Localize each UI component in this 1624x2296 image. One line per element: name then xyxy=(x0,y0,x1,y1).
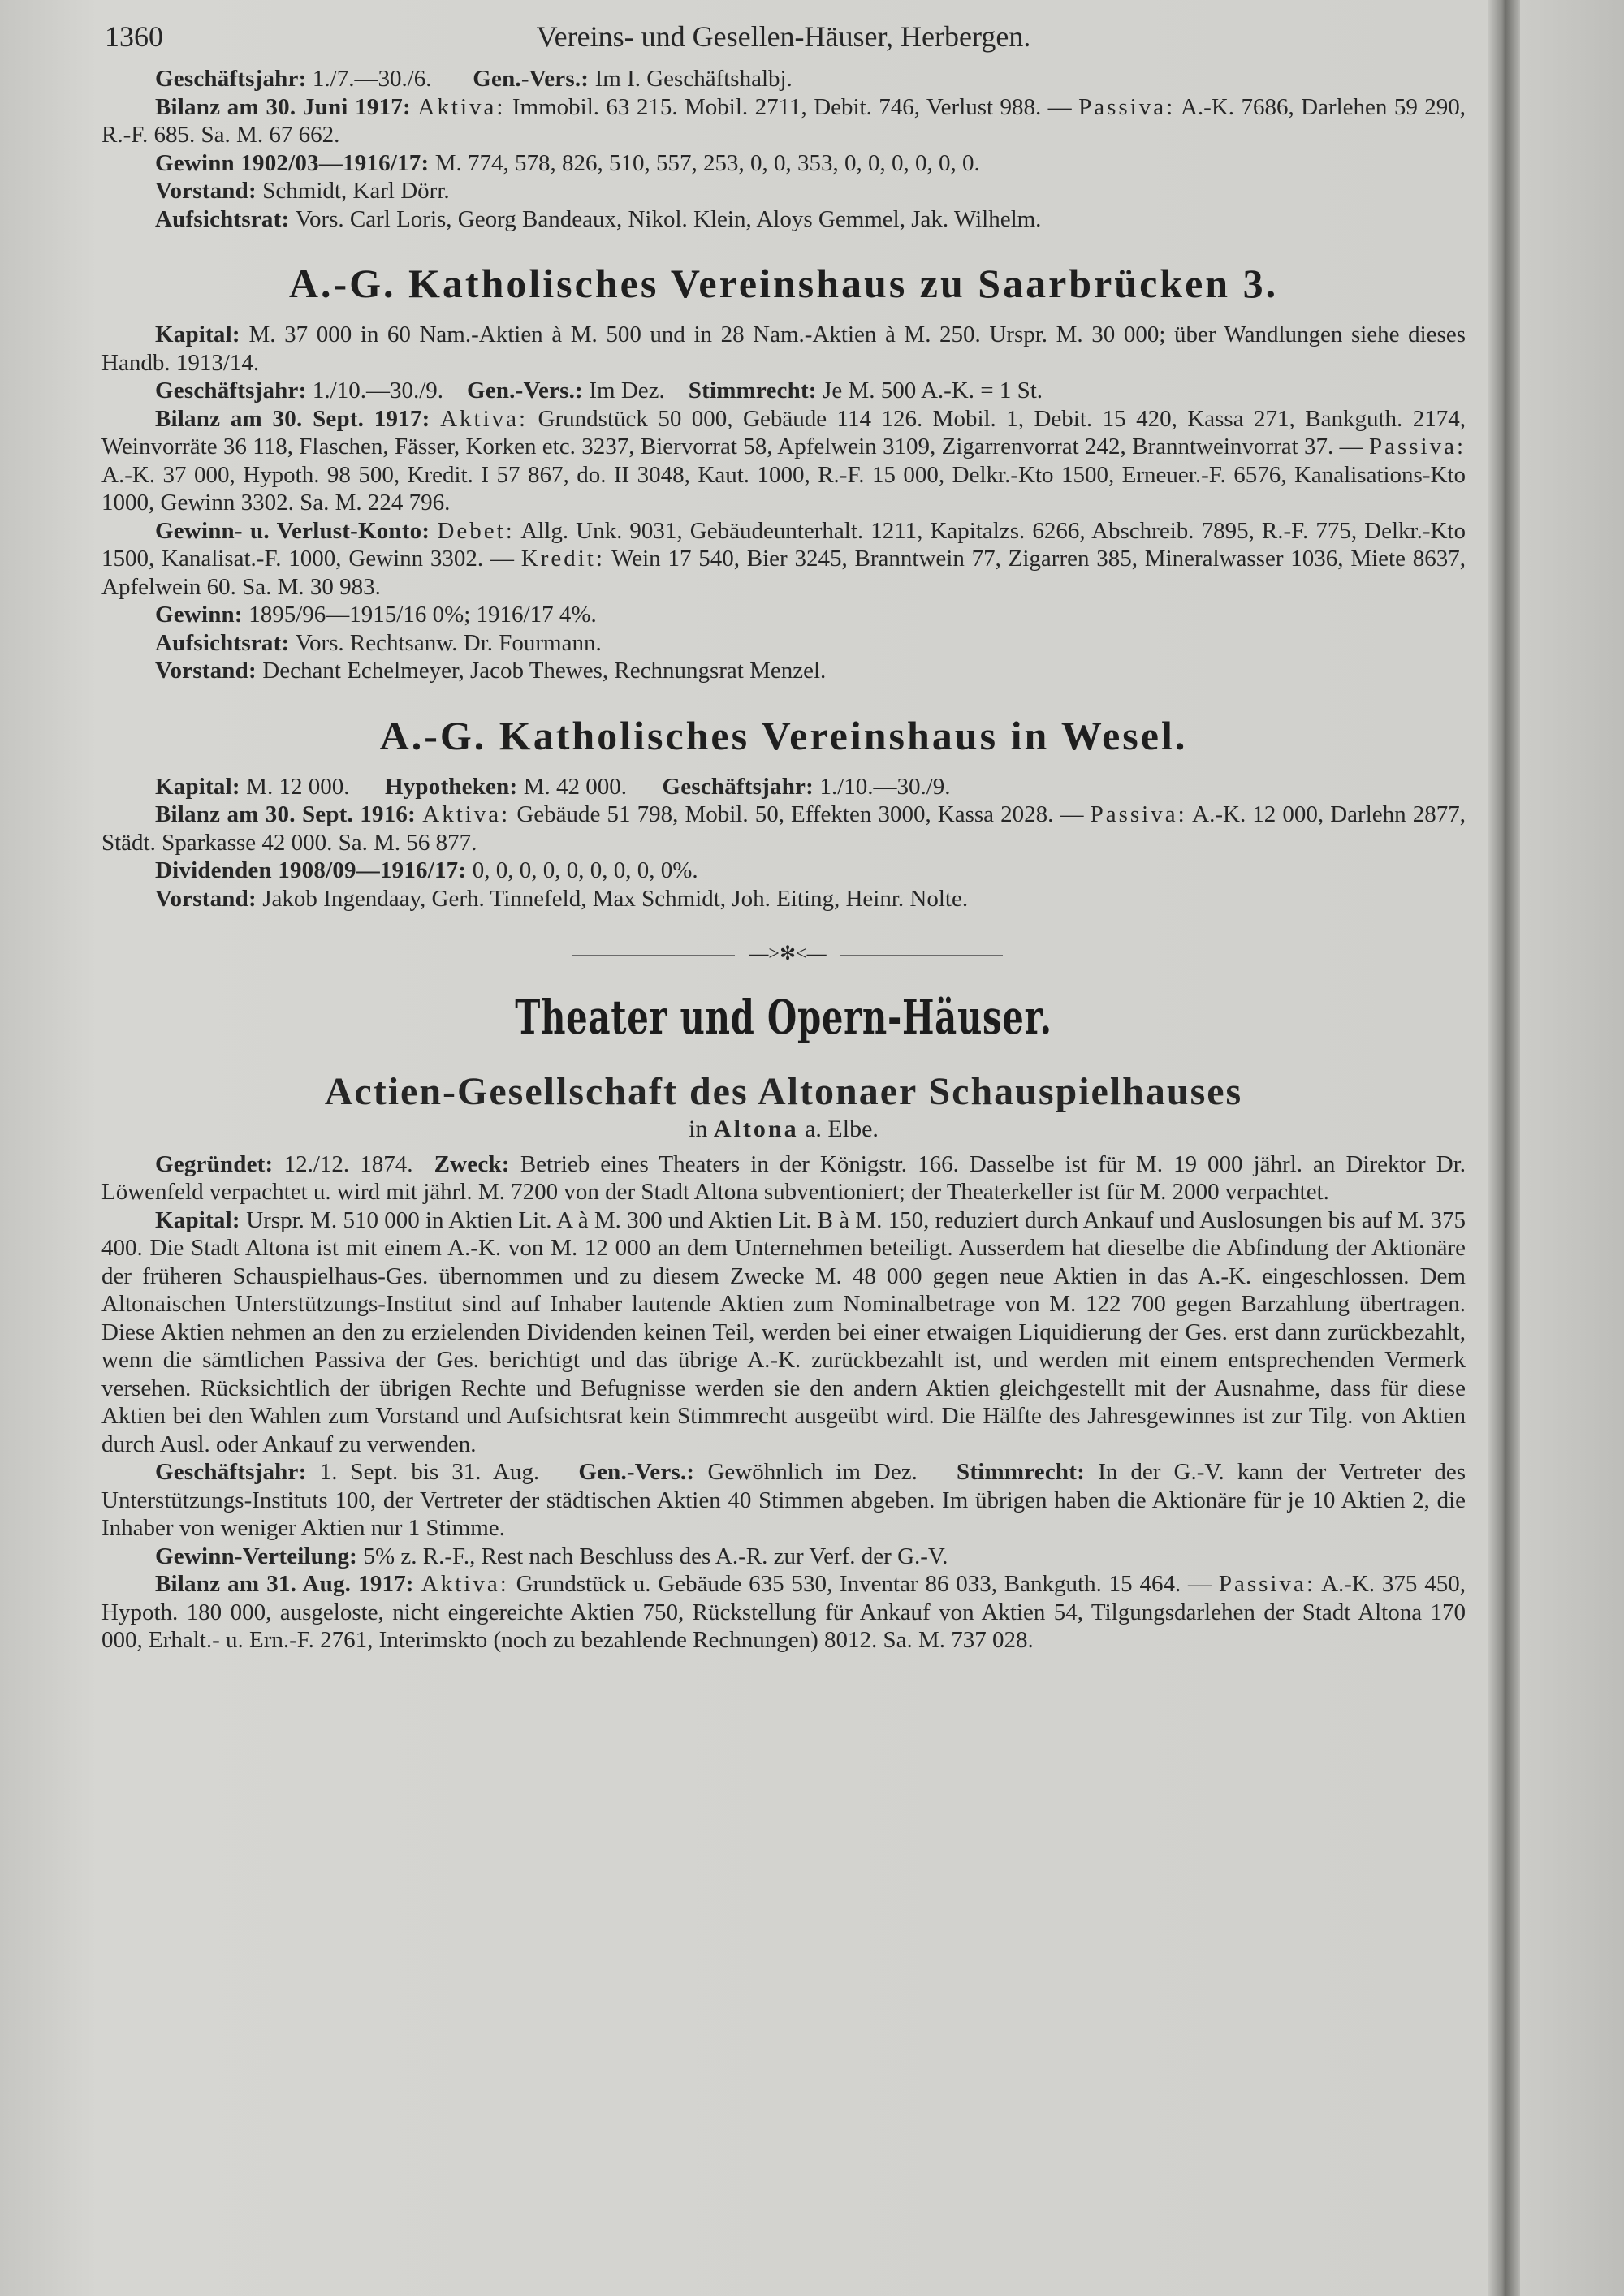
field-label: Aufsichtsrat: xyxy=(155,205,296,232)
entry-saarbruecken xyxy=(102,321,1472,685)
field-value: Schmidt, Karl Dörr. xyxy=(262,178,450,204)
field-label: Geschäftsjahr: xyxy=(155,378,313,404)
field-value: Vors. Carl Loris, Georg Bandeaux, Nikol. Klein, Aloys Gemmel, Jak. Wilhelm. xyxy=(295,205,1042,232)
entry-title-altona: Actien-Gesellschaft des Altonaer Schauspielhauses xyxy=(324,1070,1243,1113)
entry-line xyxy=(102,801,1472,857)
field-label: Vorstand: xyxy=(155,178,263,204)
page-header xyxy=(102,20,1466,65)
field-label: Bilanz am 30. Sept. 1916: xyxy=(155,801,423,827)
field-label: Gewinn 1902/03—1916/17: xyxy=(155,149,435,176)
field-label: Aufsichtsrat: xyxy=(155,629,296,656)
field-label: Hypotheken: xyxy=(384,773,524,800)
field-value: Im Dez. xyxy=(589,378,689,404)
field-value: 1./10.—30./9. xyxy=(312,378,468,404)
page-number: 1360 xyxy=(105,20,163,53)
field-label: Bilanz am 31. Aug. 1917: xyxy=(155,1571,421,1597)
field-value: Gewöhnlich im Dez. xyxy=(707,1459,957,1485)
entry-line xyxy=(102,1150,1472,1206)
field-label: Geschäftsjahr: xyxy=(662,773,820,800)
field-label: Gen.-Vers.: xyxy=(467,378,590,404)
field-label: Kapital: xyxy=(155,773,247,800)
field-value: 1./10.—30./9. xyxy=(819,773,951,800)
field-label: Bilanz am 30. Sept. 1917: xyxy=(155,405,441,432)
spaced-label: Debet: xyxy=(437,517,515,544)
field-label: Kapital: xyxy=(155,1206,247,1233)
section-heading: Theater und Opern-Häuser. xyxy=(515,990,1052,1045)
field-label: Gen.-Vers.: xyxy=(473,66,595,92)
entry-title-saarbruecken: A.-G. Katholisches Vereinshaus zu Saarbrücken 3. xyxy=(288,261,1279,306)
field-label: Bilanz am 30. Juni 1917: xyxy=(155,93,418,120)
main-page xyxy=(102,20,1472,1655)
entry-vereinshaus-part xyxy=(102,65,1472,233)
spaced-label: Aktiva: xyxy=(421,1571,509,1597)
field-value: 12./12. 1874. xyxy=(283,1150,434,1177)
field-value: 0, 0, 0, 0, 0, 0, 0, 0, 0%. xyxy=(472,857,698,883)
divider-line-right xyxy=(840,955,1003,956)
field-value: Allg. Unk. 9031, Gebäudeunterhalt. 1211, Kapitalzs. 6266, Abschreib. 7895, R.-F. 775, Delkr.-Kto 1500, Kanalisat.-F. 1000, Gewinn 3302. — xyxy=(102,517,1472,572)
entry-line xyxy=(102,65,1466,93)
spaced-label: Passiva: xyxy=(1078,93,1176,120)
field-value: Urspr. M. 510 000 in Aktien Lit. A à M. 300 und Aktien Lit. B à M. 150, reduziert durch Ankauf und Auslosungen bis auf M. 375 400. Die Stadt Altona ist mit einem A.-K. von M. 12 000 an dem Unternehmen beteiligt. Ausserdem hat dieselbe die Abfindung der Aktionäre der früheren Schauspielhaus-Ges. übernommen und zu diesem Zwecke M. 48 000 gegen neue Aktien in das A.-K. eingeschlossen. Dem Altonaischen Unterstützungs-Institut sind auf Inhaber lautende Aktien zum Nominalbetrage von M. 122 700 gegen Barzahlung übertragen. Diese Aktien nehmen an den zu erzielenden Dividenden keinen Teil, werden bei einer etwaigen Liquidierung der Ges. erst dann zurückbezahlt, wenn die sämtlichen Passiva der Ges. berichtigt und das übrige A.-K. zurückbezahlt ist, und werden mit einem entsprechenden Vermerk versehen. Rücksichtlich der übrigen Rechte und Befugnisse werden sie den andern Aktien gleichgestellt mit der Ausnahme, dass für diese Aktien bei den Wahlen zum Vorstand und Aufsichtsrat kein Stimmrecht ausgeübt wird. Die Hälfte des Jahresgewinnes ist zur Tilg. von Aktien durch Ausl. oder Ankauf zu verwenden. xyxy=(102,1206,1472,1457)
entry-line xyxy=(102,405,1472,517)
field-value: Grundstück 50 000, Gebäude 114 126. Mobil. 1, Debit. 15 420, Kassa 271, Bankguth. 2174, Weinvorräte 36 118, Flaschen, Fässer, Korken etc. 3237, Biervorrat 58, Apfelwein 3109, Zigarrenvorrat 242, Branntweinvorrat 37. — xyxy=(102,405,1471,460)
spaced-label: Aktiva: xyxy=(422,801,511,827)
field-value: M. 774, 578, 826, 510, 557, 253, 0, 0, 353, 0, 0, 0, 0, 0, 0. xyxy=(434,149,980,176)
spaced-label: Passiva: xyxy=(1090,801,1187,827)
section-divider xyxy=(102,945,1466,965)
field-value: Betrieb eines Theaters in der Königstr. 166. Dasselbe ist für M. 19 000 jährl. an Direktor Dr. Löwenfeld verpachtet u. wird mit jährl. M. 7200 von der Stadt Altona subventioniert; der Theaterkeller ist für M. 2000 verpachtet. xyxy=(102,1150,1472,1205)
field-label: Vorstand: xyxy=(155,658,263,684)
field-label: Gewinn-Verteilung: xyxy=(155,1543,364,1569)
field-value: Je M. 500 A.-K. = 1 St. xyxy=(823,378,1043,404)
divider-ornament-icon: —>✻<— xyxy=(749,943,827,965)
field-label: Dividenden 1908/09—1916/17: xyxy=(155,857,473,883)
entry-line xyxy=(102,93,1472,149)
entry-line xyxy=(102,885,1466,913)
field-label: Gewinn- u. Verlust-Konto: xyxy=(155,517,438,544)
field-label: Gegründet: xyxy=(155,1150,284,1177)
spaced-label: Passiva: xyxy=(1368,434,1466,460)
entry-title-wesel: A.-G. Katholisches Vereinshaus in Wesel. xyxy=(379,712,1188,758)
entry-line xyxy=(102,657,1466,685)
entry-line xyxy=(102,1458,1472,1543)
entry-line xyxy=(102,377,1466,405)
field-value: M. 12 000. xyxy=(246,773,385,800)
field-value: Dechant Echelmeyer, Jacob Thewes, Rechnungsrat Menzel. xyxy=(262,658,827,684)
entry-line xyxy=(102,205,1466,234)
spaced-label: Aktiva: xyxy=(417,93,506,120)
subtitle-suffix: a. Elbe. xyxy=(798,1116,879,1142)
field-value: 1./7.—30./6. xyxy=(312,66,473,92)
field-label: Stimmrecht: xyxy=(688,378,823,404)
entry-line xyxy=(102,1570,1472,1655)
entry-line xyxy=(102,321,1472,377)
field-value: A.-K. 37 000, Hypoth. 98 500, Kredit. I 57 867, do. II 3048, Kaut. 1000, R.-F. 15 000, Delkr.-Kto 1500, Erneuer.-F. 6576, Kanalisations-Kto 1000, Gewinn 3302. Sa. M. 224 796. xyxy=(102,434,1472,516)
field-label: Geschäftsjahr: xyxy=(155,66,313,92)
divider-line-left xyxy=(572,955,735,956)
entry-line xyxy=(102,773,1466,801)
entry-line xyxy=(102,177,1466,205)
subtitle-prefix: in xyxy=(689,1116,714,1142)
field-label: Stimmrecht: xyxy=(957,1459,1099,1485)
field-value: Jakob Ingendaay, Gerh. Tinnefeld, Max Schmidt, Joh. Eiting, Heinr. Nolte. xyxy=(262,885,969,912)
entry-altona xyxy=(102,1150,1472,1655)
field-value: Wein 17 540, Bier 3245, Branntwein 77, Zigarren 385, Mineralwasser 1036, Miete 8637, Apfelwein 60. Sa. M. 30 983. xyxy=(102,546,1471,600)
spaced-label: Aktiva: xyxy=(440,405,529,432)
entry-line xyxy=(102,629,1466,658)
spaced-label: Passiva: xyxy=(1218,1571,1315,1597)
field-label: Geschäftsjahr: xyxy=(155,1459,320,1485)
field-value: A.-K. 12 000, Darlehn 2877, Städt. Sparkasse 42 000. Sa. M. 56 877. xyxy=(102,801,1472,856)
field-label: Vorstand: xyxy=(155,885,263,912)
field-value: 1895/96—1915/16 0%; 1916/17 4%. xyxy=(248,602,597,628)
field-value: M. 37 000 in 60 Nam.-Aktien à M. 500 und in 28 Nam.-Aktien à M. 250. Urspr. M. 30 000; über Wandlungen siehe dieses Handb. 1913/14. xyxy=(102,322,1472,376)
field-value: Gebäude 51 798, Mobil. 50, Effekten 3000, Kassa 2028. — xyxy=(510,801,1091,827)
entry-line xyxy=(102,1206,1472,1459)
entry-line xyxy=(102,149,1466,178)
field-label: Gen.-Vers.: xyxy=(578,1459,708,1485)
entry-wesel xyxy=(102,773,1472,913)
entry-line xyxy=(102,1543,1466,1571)
spaced-label: Kredit: xyxy=(520,546,605,572)
field-label: Kapital: xyxy=(155,322,249,347)
field-value: A.-K. 375 450, Hypoth. 180 000, ausgeloste, nicht eingereichte Aktien 750, Rückstellung für Ankauf von Aktien 54, Tilgungsdarlehen der Stadt Altona 170 000, Erhalt.- u. Ern.-F. 2761, Interimskto (noch zu bezahlende Rechnungen) 8012. Sa. M. 737 028. xyxy=(102,1571,1472,1653)
subtitle-city: Altona xyxy=(713,1116,799,1142)
field-value: A.-K. 7686, Darlehen 59 290, R.-F. 685. Sa. M. 67 662. xyxy=(102,93,1472,148)
field-label: Gewinn: xyxy=(155,602,249,628)
book-gutter xyxy=(1488,0,1520,2296)
field-value: 1. Sept. bis 31. Aug. xyxy=(319,1459,579,1485)
running-title: Vereins- und Gesellen-Häuser, Herbergen. xyxy=(536,20,1031,53)
entry-line xyxy=(102,517,1472,602)
entry-line xyxy=(102,857,1466,885)
field-value: Vors. Rechtsanw. Dr. Fourmann. xyxy=(295,629,602,656)
field-value: 5% z. R.-F., Rest nach Beschluss des A.-R. zur Verf. der G.-V. xyxy=(363,1543,948,1569)
field-value: M. 42 000. xyxy=(523,773,663,800)
field-value: In der G.-V. kann der Vertreter des Unterstützungs-Instituts 100, der Vertreter der städtischen Aktien 40 Stimmen abgeben. Im übrigen haben die Aktionäre für je 10 Aktien 2, die Inhaber von weniger Aktien nur 1 Stimme. xyxy=(102,1459,1472,1541)
field-value: Grundstück u. Gebäude 635 530, Inventar 86 033, Bankguth. 15 464. — xyxy=(508,1571,1219,1597)
entry-subtitle-altona xyxy=(102,1116,1466,1144)
field-value: Immobil. 63 215. Mobil. 2711, Debit. 746, Verlust 988. — xyxy=(505,93,1079,120)
field-label: Zweck: xyxy=(434,1150,520,1177)
entry-line xyxy=(102,601,1466,629)
field-value: Im I. Geschäftshalbj. xyxy=(594,66,793,92)
